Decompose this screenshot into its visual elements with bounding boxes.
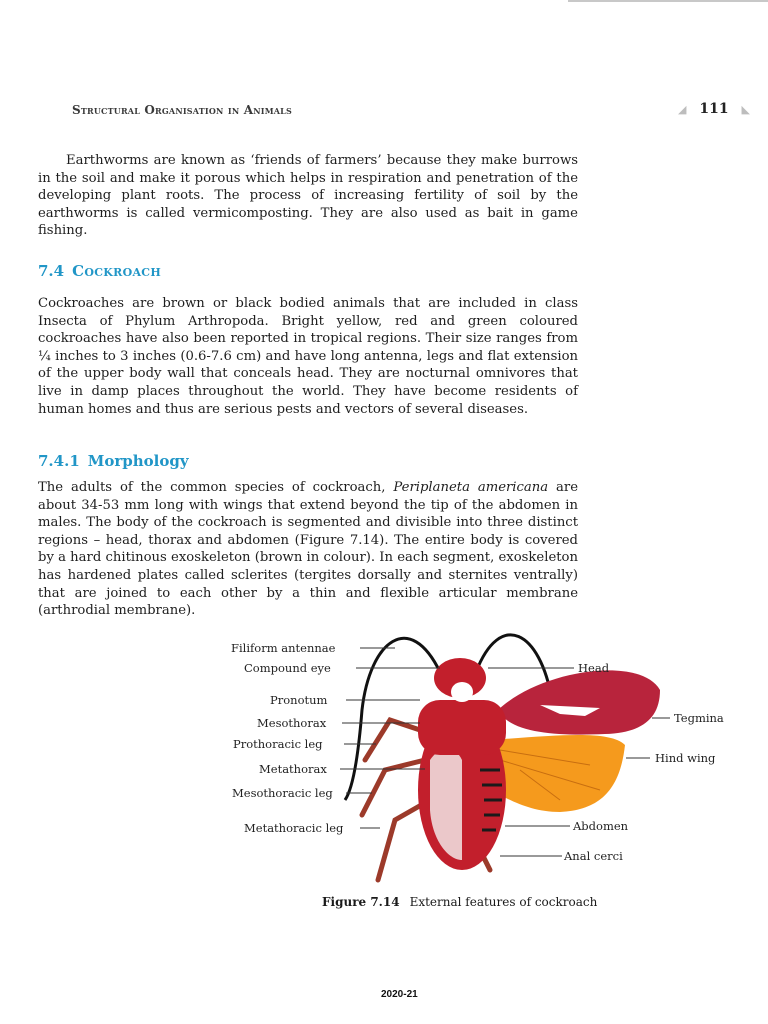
- page-number-value: 111: [699, 101, 729, 117]
- morphology-text-start: The adults of the common species of cockroach,: [38, 480, 394, 495]
- figure-number: Figure 7.14: [322, 895, 400, 909]
- right-triangle-icon: ◣: [741, 103, 750, 116]
- morphology-text-rest: are about 34-53 mm long with wings that extend beyond the tip of the abdomen in males. The body of the cockroach is segmented and divisible into three distinct regions – head, thorax and abdomen (Figure 7.14). The entire body is covered by a hard chitinous exoskeleton (brown in colour). In each segment, exoskeleton has hardened plates called sclerites (tergites dorsally and sternites ventrally) that are joined to each other by a thin and flexible articular membrane (arthrodial membrane).: [38, 480, 578, 619]
- running-head: Structural Organisation in Animals: [72, 103, 292, 117]
- figure-caption-text: External features of cockroach: [409, 895, 598, 909]
- prothoracic-leg-left: [365, 720, 420, 760]
- compound-eye-highlight: [451, 682, 473, 702]
- section-title: Cockroach: [72, 262, 162, 280]
- hind-wing: [490, 735, 625, 812]
- label-filiform-antennae: Filiform antennae: [231, 641, 336, 655]
- footer-year: 2020-21: [381, 989, 418, 1000]
- label-metathorax: Metathorax: [259, 762, 327, 776]
- species-name: Periplaneta americana: [393, 480, 549, 495]
- label-metathoracic-leg: Metathoracic leg: [244, 821, 344, 835]
- label-mesothoracic-leg: Mesothoracic leg: [232, 786, 333, 800]
- subsection-title: Morphology: [87, 452, 189, 470]
- tegmina: [498, 670, 660, 734]
- subsection-number: 7.4.1: [38, 452, 80, 470]
- label-mesothorax: Mesothorax: [257, 716, 327, 730]
- label-tegmina: Tegmina: [674, 711, 724, 725]
- label-anal-cerci: Anal cerci: [564, 849, 623, 863]
- section-number: 7.4: [38, 262, 65, 280]
- figure-caption: [322, 895, 597, 909]
- label-hind-wing: Hind wing: [655, 751, 716, 765]
- label-prothoracic-leg: Prothoracic leg: [233, 737, 323, 751]
- thorax: [418, 700, 506, 755]
- label-pronotum: Pronotum: [270, 693, 328, 707]
- intro-paragraph: Earthworms are known as ‘friends of farmers’ because they make burrows in the soil and make it porous which helps in respiration and penetration of the developing plant roots. The process of increasing fertility of soil by the earthworms is called vermicomposting. They are also used as bait in game fishing.: [38, 153, 578, 239]
- label-compound-eye: Compound eye: [244, 661, 331, 675]
- left-triangle-icon: ◢: [678, 103, 687, 116]
- cockroach-paragraph: Cockroaches are brown or black bodied animals that are included in class Insecta of Phylum Arthropoda. Bright yellow, red and green coloured cockroaches have also been reported in tropical regions. Their size ranges from ¼ inches to 3 inches (0.6-7.6 cm) and have long antenna, legs and flat extension of the upper body wall that conceals head. They are nocturnal omnivores that live in damp places throughout the world. They have become residents of human homes and thus are serious pests and vectors of several diseases.: [38, 296, 578, 417]
- label-abdomen: Abdomen: [573, 819, 629, 833]
- label-head: Head: [578, 661, 610, 675]
